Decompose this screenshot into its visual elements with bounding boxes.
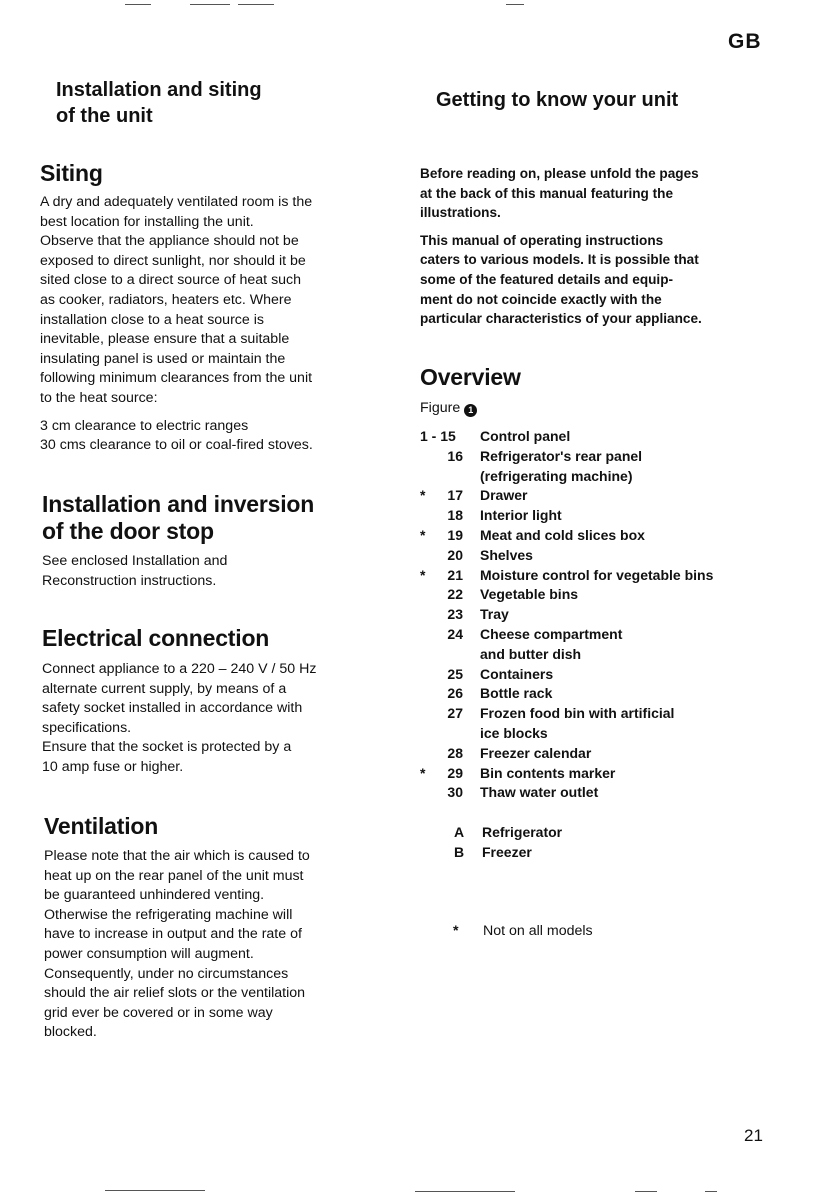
text-line: Connect appliance to a 220 – 240 V / 50 Hz — [42, 661, 317, 677]
text-line: following minimum clearances from the unit — [40, 370, 313, 387]
item-number: 23 — [447, 606, 463, 623]
item-label: Freezer calendar — [480, 744, 592, 761]
item-number: 24 — [447, 626, 463, 642]
compartment-letter: B — [454, 844, 465, 860]
item-label: Containers — [480, 665, 554, 682]
item-label: Shelves — [480, 546, 533, 563]
compartment-label: Refrigerator — [482, 824, 563, 840]
item-label: Bottle rack — [480, 685, 553, 702]
compartment-letter: A — [454, 824, 465, 840]
item-number: 22 — [447, 586, 463, 603]
text-line: illustrations. — [420, 205, 501, 221]
siting-paragraph — [40, 193, 390, 409]
electrical-title: Electrical connection — [42, 625, 270, 651]
overview-title: Overview — [420, 364, 521, 390]
scan-artifact — [506, 4, 524, 5]
siting-title: Siting — [40, 160, 103, 186]
door-stop-text — [42, 552, 382, 591]
text-line: 3 cm clearance to electric ranges — [40, 417, 249, 434]
text-line: Consequently, under no circumstances — [44, 965, 289, 982]
item-label: Frozen food bin with artificial — [480, 705, 675, 722]
text-line: safety socket installed in accordance with — [42, 700, 303, 717]
footnote-text: Not on all models — [483, 923, 593, 939]
item-number: 21 — [447, 566, 463, 583]
item-number: 27 — [447, 705, 463, 722]
item-number: 17 — [447, 487, 463, 504]
text-line: heat up on the rear panel of the unit must — [44, 867, 304, 884]
text-line: have to increase in output and the rate of — [44, 926, 302, 943]
item-label: Drawer — [480, 487, 528, 504]
text-line: Otherwise the refrigerating machine will — [44, 906, 293, 923]
text-line: A dry and adequately ventilated room is the — [40, 194, 313, 210]
scan-artifact — [415, 1191, 515, 1192]
text-line: particular characteristics of your appliance. — [420, 311, 702, 327]
intro-paragraph — [420, 231, 790, 329]
left-column-heading — [56, 77, 356, 129]
item-number: 20 — [447, 546, 463, 563]
optional-marker: * — [420, 764, 426, 781]
text-line: power consumption will augment. — [44, 945, 254, 962]
right-column-heading: Getting to know your unit — [436, 89, 679, 111]
item-label: Thaw water outlet — [480, 784, 599, 801]
text-line: specifications. — [42, 719, 132, 736]
ventilation-text — [44, 847, 384, 1043]
text-line: sited close to a direct source of heat such — [40, 272, 302, 289]
item-number: 1 - 15 — [420, 428, 456, 444]
text-line: inevitable, please ensure that a suitable — [40, 331, 290, 348]
text-line: This manual of operating instructions — [420, 232, 664, 248]
text-line: installation close to a heat source is — [40, 311, 264, 328]
figure-number-badge: 1 — [464, 404, 477, 417]
item-number: 30 — [447, 784, 463, 801]
item-number: 25 — [447, 665, 463, 682]
text-line: as cooker, radiators, heaters etc. Where — [40, 291, 292, 308]
siting-text — [40, 193, 390, 464]
text-line: ment do not coincide exactly with the — [420, 291, 662, 307]
text-line: be guaranteed unhindered venting. — [44, 887, 265, 904]
intro-paragraph — [420, 164, 790, 223]
ventilation-title: Ventilation — [44, 813, 159, 839]
optional-marker: * — [420, 487, 426, 504]
item-label: Interior light — [480, 507, 562, 524]
heading-line: of the unit — [56, 105, 153, 127]
item-label: Meat and cold slices box — [480, 527, 645, 543]
scan-artifact — [190, 4, 230, 5]
item-label: and butter dish — [480, 645, 582, 662]
item-label: Vegetable bins — [480, 586, 579, 603]
text-line: Ensure that the socket is protected by a — [42, 739, 292, 756]
title-line: of the door stop — [42, 518, 214, 544]
text-line: at the back of this manual featuring the — [420, 185, 674, 201]
item-number: 19 — [447, 527, 463, 543]
door-stop-title — [42, 491, 314, 545]
compartment-label: Freezer — [482, 844, 532, 860]
footnote-star: * — [453, 923, 459, 939]
figure-label: Figure — [420, 400, 461, 416]
text-line: 10 amp fuse or higher. — [42, 758, 184, 775]
optional-marker: * — [420, 566, 426, 583]
text-line: Please note that the air which is caused to — [44, 848, 310, 864]
figure-reference — [420, 398, 477, 418]
text-line: best location for installing the unit. — [40, 213, 254, 230]
item-number: 18 — [447, 507, 463, 524]
item-label: Control panel — [480, 428, 571, 444]
text-line: caters to various models. It is possible that — [420, 252, 699, 268]
scan-artifact — [705, 1191, 717, 1192]
language-code: GB — [728, 30, 762, 53]
text-line: alternate current supply, by means of a — [42, 680, 287, 697]
optional-marker: * — [420, 527, 426, 543]
siting-clearances — [40, 417, 390, 456]
item-label: Refrigerator's rear panel — [480, 447, 643, 464]
electrical-text — [42, 660, 382, 778]
scan-artifact — [635, 1191, 657, 1192]
title-line: Installation and inversion — [42, 491, 315, 517]
item-label: Moisture control for vegetable bins — [480, 566, 714, 583]
scan-artifact — [125, 4, 151, 5]
text-line: 30 cms clearance to oil or coal-fired stoves. — [40, 437, 313, 454]
item-label: (refrigerating machine) — [480, 467, 633, 484]
text-line: should the air relief slots or the ventilation — [44, 985, 306, 1002]
scan-artifact — [238, 4, 274, 5]
text-line: See enclosed Installation and — [42, 553, 228, 569]
text-line: blocked. — [44, 1024, 97, 1041]
item-number: 28 — [447, 744, 463, 761]
item-label: Bin contents marker — [480, 764, 616, 781]
item-number: 26 — [447, 685, 463, 702]
text-line: grid ever be covered or in some way — [44, 1004, 273, 1021]
item-label: Tray — [480, 606, 509, 623]
text-line: to the heat source: — [40, 389, 158, 406]
item-label: ice blocks — [480, 725, 548, 741]
page-number: 21 — [744, 1126, 763, 1145]
text-line: exposed to direct sunlight, nor should it be — [40, 252, 306, 269]
text-line: Observe that the appliance should not be — [40, 233, 299, 250]
heading-line: Installation and siting — [56, 79, 262, 101]
text-line: Before reading on, please unfold the pages — [420, 166, 699, 181]
text-line: some of the featured details and equip- — [420, 271, 674, 287]
text-line: Reconstruction instructions. — [42, 572, 217, 589]
footnote — [453, 921, 593, 941]
item-number: 16 — [447, 447, 463, 464]
item-label: Cheese compartment — [480, 626, 623, 642]
scan-artifact — [105, 1190, 205, 1191]
item-number: 29 — [447, 764, 463, 781]
intro-text — [420, 164, 790, 337]
text-line: insulating panel is used or maintain the — [40, 350, 286, 367]
